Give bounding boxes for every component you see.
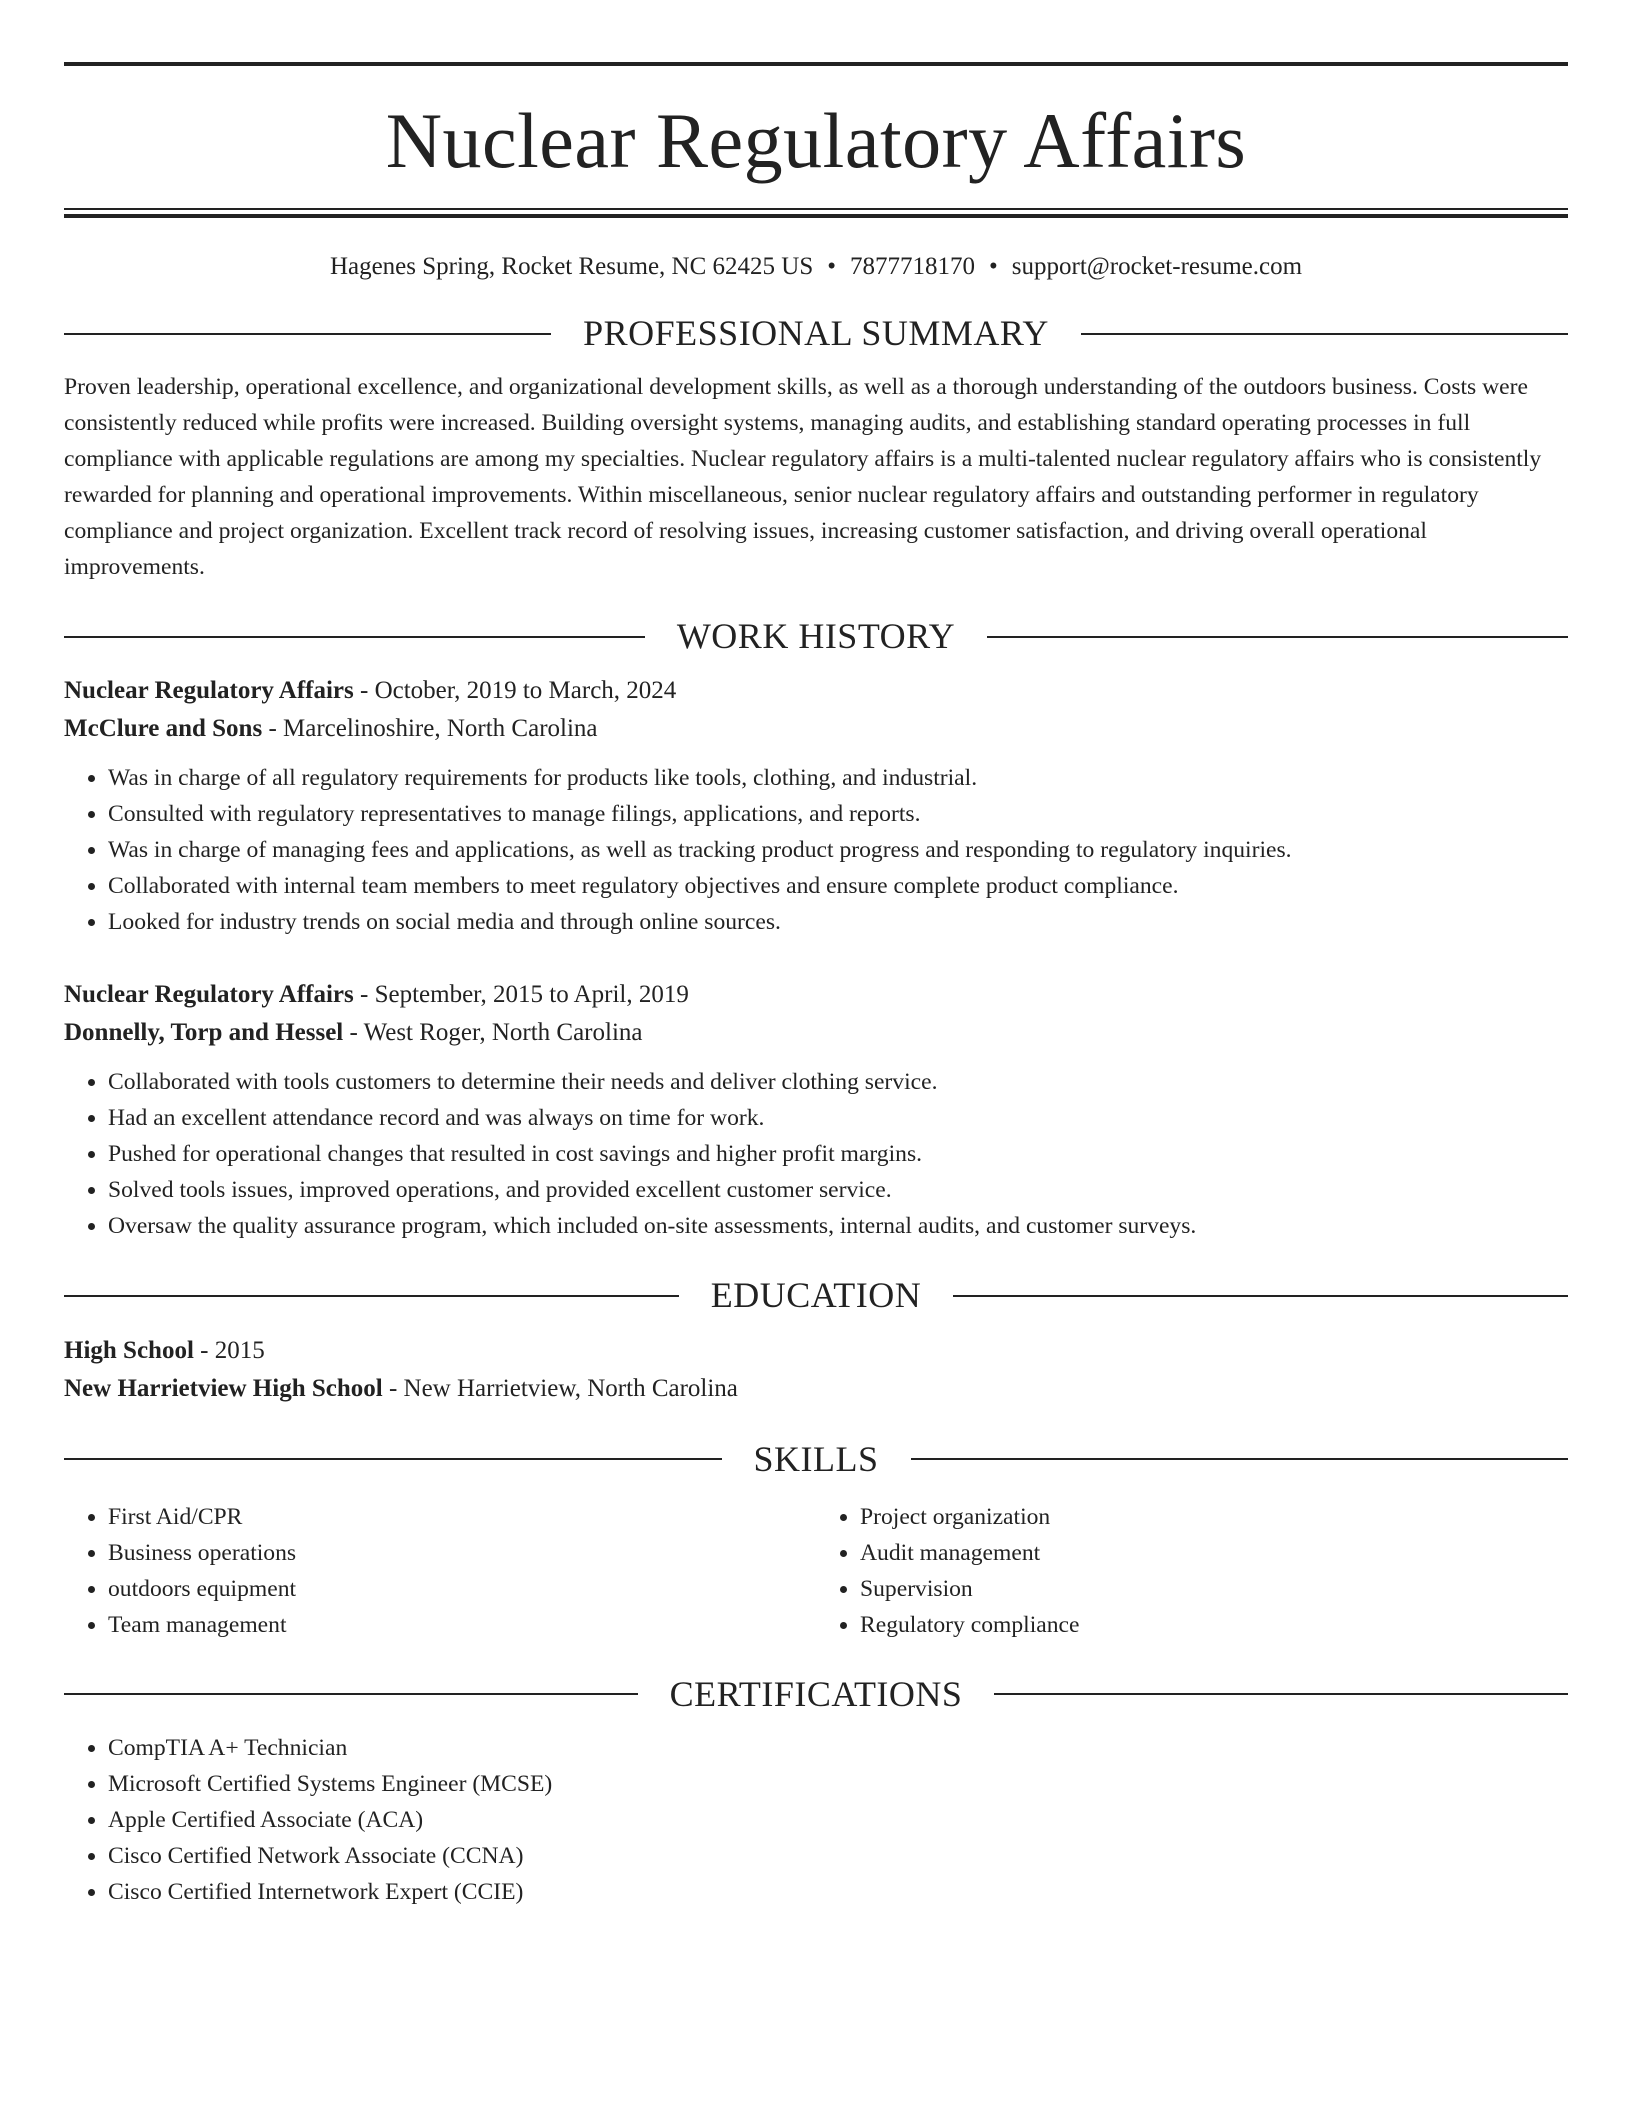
education-year: - 2015 xyxy=(193,1336,265,1364)
job-bullet: • Collaborated with tools customers to determine their needs and deliver clothing service. xyxy=(108,1064,1568,1100)
heading-rule-right xyxy=(987,636,1568,638)
job-company: McClure and Sons xyxy=(64,715,263,743)
heading-rule-right xyxy=(911,1458,1569,1460)
heading-rule-left xyxy=(64,636,645,638)
job-title: Nuclear Regulatory Affairs xyxy=(64,981,354,1009)
skill-item: • Audit management xyxy=(860,1535,1568,1571)
skill-item: • First Aid/CPR xyxy=(108,1499,816,1535)
contact-separator: • xyxy=(827,253,836,280)
top-rule xyxy=(64,62,1568,66)
section-title: PROFESSIONAL SUMMARY xyxy=(583,313,1049,353)
heading-rule-right xyxy=(953,1295,1568,1297)
summary-text: Proven leadership, operational excellence, and organizational development skills, as well as a thorough understanding of the outdoors business. Costs were consistently reduced while profits were increased. Building oversight systems, managing audits, and establishing standard operating processes in full compliance with applicable regulations are among my specialties. Nuclear regulatory affairs is a multi-talented nuclear regulatory affairs who is consistently rewarded for planning and operational improvements. Within miscellaneous, senior nuclear regulatory affairs and outstanding performer in regulatory compliance and project organization. Excellent track record of resolving issues, increasing customer satisfaction, and driving overall operational improvements. xyxy=(64,374,1542,581)
section-heading-education xyxy=(64,1274,1568,1317)
job-company-line xyxy=(64,710,1568,748)
section-title: EDUCATION xyxy=(710,1275,922,1316)
section-heading-skills xyxy=(64,1438,1568,1481)
job-bullet: • Pushed for operational changes that resulted in cost savings and higher profit margins. xyxy=(108,1136,1568,1172)
certifications-list xyxy=(64,1730,1568,1910)
heading-rule-left xyxy=(64,1458,722,1460)
job-bullet: • Was in charge of all regulatory requirements for products like tools, clothing, and industrial. xyxy=(108,760,1568,796)
heading-rule-right xyxy=(1081,333,1568,335)
job-title: Nuclear Regulatory Affairs xyxy=(64,677,354,705)
heading-rule-left xyxy=(64,1295,679,1297)
certification-item: • CompTIA A+ Technician xyxy=(108,1730,1568,1766)
skill-item: • Business operations xyxy=(108,1535,816,1571)
job-location: - West Roger, North Carolina xyxy=(343,1019,643,1047)
job-bullet: • Had an excellent attendance record and was always on time for work. xyxy=(108,1100,1568,1136)
job-bullets xyxy=(64,1064,1568,1244)
section-title: WORK HISTORY xyxy=(676,616,956,657)
job-title-line xyxy=(64,976,1568,1014)
job-entry xyxy=(64,672,1568,940)
skill-item: • outdoors equipment xyxy=(108,1571,816,1607)
section-heading-certifications xyxy=(64,1673,1568,1716)
job-entry xyxy=(64,976,1568,1244)
skill-item: • Project organization xyxy=(860,1499,1568,1535)
contact-phone[interactable]: 7877718170 xyxy=(850,253,975,280)
resume-title: Nuclear Regulatory Affairs xyxy=(385,97,1247,184)
skills-list-right xyxy=(816,1499,1568,1643)
title-double-rule xyxy=(64,208,1568,218)
education-degree-line xyxy=(64,1332,1568,1370)
section-title: SKILLS xyxy=(753,1438,879,1479)
education-location: - New Harrietview, North Carolina xyxy=(382,1374,738,1402)
job-bullet: • Consulted with regulatory representatives to manage filings, applications, and reports. xyxy=(108,796,1568,832)
skills-list-left xyxy=(64,1499,816,1643)
job-dates: - September, 2015 to April, 2019 xyxy=(353,981,689,1009)
section-heading-summary xyxy=(64,312,1568,355)
job-company: Donnelly, Torp and Hessel xyxy=(64,1019,344,1047)
job-bullet: • Was in charge of managing fees and applications, as well as tracking product progress and responding to regulatory inquiries. xyxy=(108,832,1568,868)
certification-item: • Cisco Certified Network Associate (CCNA) xyxy=(108,1838,1568,1874)
contact-email[interactable]: support@rocket-resume.com xyxy=(1011,253,1303,280)
job-bullet: • Solved tools issues, improved operations, and provided excellent customer service. xyxy=(108,1172,1568,1208)
contact-address: Hagenes Spring, Rocket Resume, NC 62425 US xyxy=(329,253,814,280)
job-company-line xyxy=(64,1014,1568,1052)
heading-rule-left xyxy=(64,1693,638,1695)
certification-item: • Cisco Certified Internetwork Expert (CCIE) xyxy=(108,1874,1568,1910)
certification-item: • Microsoft Certified Systems Engineer (MCSE) xyxy=(108,1766,1568,1802)
skill-item: • Supervision xyxy=(860,1571,1568,1607)
job-dates: - October, 2019 to March, 2024 xyxy=(353,677,677,705)
section-title: CERTIFICATIONS xyxy=(669,1673,963,1714)
job-bullets xyxy=(64,760,1568,940)
heading-rule-left xyxy=(64,333,551,335)
education-entry xyxy=(64,1332,1568,1408)
job-bullet: • Oversaw the quality assurance program, which included on-site assessments, internal audits, and customer surveys. xyxy=(108,1208,1568,1244)
certification-item: • Apple Certified Associate (ACA) xyxy=(108,1802,1568,1838)
skill-item: • Team management xyxy=(108,1607,816,1643)
education-degree: High School xyxy=(64,1336,194,1364)
skills-columns xyxy=(64,1495,1568,1643)
job-bullet: • Looked for industry trends on social media and through online sources. xyxy=(108,904,1568,940)
contact-separator: • xyxy=(989,253,998,280)
education-school-line xyxy=(64,1370,1568,1408)
job-bullet: • Collaborated with internal team members to meet regulatory objectives and ensure complete product compliance. xyxy=(108,868,1568,904)
education-school: New Harrietview High School xyxy=(64,1374,383,1402)
job-location: - Marcelinoshire, North Carolina xyxy=(262,715,598,743)
section-heading-work-history xyxy=(64,615,1568,658)
job-title-line xyxy=(64,672,1568,710)
skill-item: • Regulatory compliance xyxy=(860,1607,1568,1643)
contact-line xyxy=(64,252,1568,282)
heading-rule-right xyxy=(994,1693,1568,1695)
